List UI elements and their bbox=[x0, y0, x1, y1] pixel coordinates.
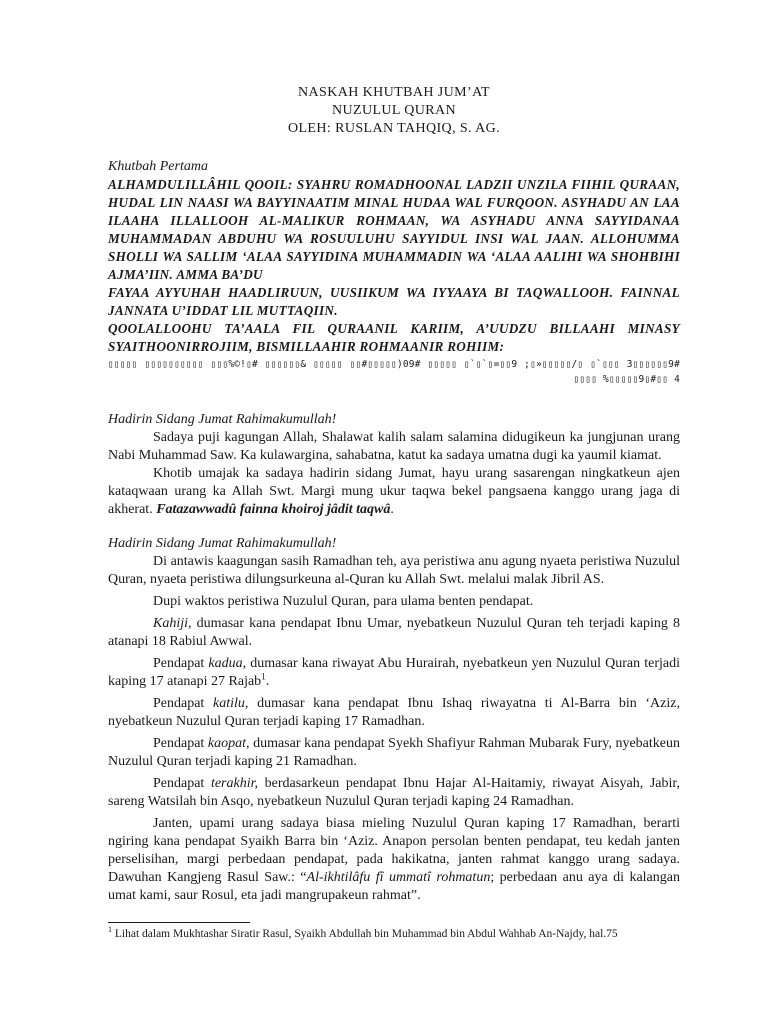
paragraph-conclusion: Janten, upami urang sadaya biasa mieling Nuzulul Quran kaping 17 Ramadhan, berarti ngiring kana pendapat Syaikh Barra bin ‘Aziz. Anapon persolan benten pendapat, teu kedah janten perselisihan, margi perbedaan pendapat, pada hakikatna, janten rahmat kanggo urang sadaya. Dawuhan Kangjeng Rasul Saw.: “Al-ikhtilâfu fî ummatî rohmatun; perbedaan anu aya di kalangan umat kami, saur Rosul, eta jadi mangrupakeun rahmat”. bbox=[108, 816, 680, 903]
quran-introduction: QOOLALLOOHU TA’AALA FIL QURAANIL KARIIM, A’UUDZU BILLAAHI MINASY SYAITHOONIRROJIIM, BISMILLAAHIR ROHMAANIR ROHIIM: bbox=[108, 321, 680, 354]
paragraph-praise: Sadaya puji kagungan Allah, Shalawat kalih salam salamina didugikeun ka jungjunan urang Nabi Muhammad Saw. Ka kulawargina, sahabatna, katut ka sadaya umatna dugi ka yaumil kiamat. bbox=[108, 430, 680, 463]
hadith-quote: Al-ikhtilâfu fî ummatî rohmatun bbox=[306, 870, 491, 885]
document-title: NASKAH KHUTBAH JUM’AT bbox=[298, 85, 490, 100]
paragraph-opinion-5: Pendapat terakhir, berdasarkeun pendapat Ibnu Hajar Al-Haitamiy, riwayat Aisyah, Jabir, sareng Watsilah bin Asqo, nyebatkeun Nuzulul Quran terjadi kaping 24 Ramadhan. bbox=[108, 776, 680, 809]
section-heading-2: Hadirin Sidang Jumat Rahimakumullah! bbox=[108, 536, 337, 551]
arabic-verse-glyphs: ▯▯▯▯▯ ▯▯▯▯▯▯▯▯▯▯ ▯▯▯%©!▯# ▯▯▯▯▯▯& ▯▯▯▯▯ ▯▯#▯▯▯▯▯)09# ▯▯▯▯▯ ▯`▯`▯=▯▯9 ;▯»▯▯▯▯▯/▯ ▯`▯▯▯ 3▯▯▯▯▯▯9# ▯▯▯▯ %▯▯▯▯▯9▯#▯▯ 4 bbox=[108, 359, 680, 385]
paragraph-taqwa-text: Khotib umajak ka sadaya hadirin sidang Jumat, hayu urang sasarengan ningkatkeun ajen kataqwaan urang ka Allah Swt. Margi mung ukur taqwa bekel pangsaena kanggo urang jaga di akherat. bbox=[108, 466, 680, 517]
taqwa-quote: Fatazawwadû fainna khoiroj jâdit taqwâ bbox=[156, 502, 391, 517]
title-block bbox=[108, 84, 680, 138]
section-heading-1: Hadirin Sidang Jumat Rahimakumullah! bbox=[108, 412, 337, 427]
footnote-separator bbox=[108, 922, 250, 923]
paragraph-opinion-3: Pendapat katilu, dumasar kana pendapat Ibnu Ishaq riwayatna ti Al-Barra bin ‘Aziz, nyebatkeun Nuzulul Quran terjadi kaping 17 Ramadhan. bbox=[108, 696, 680, 729]
document-page bbox=[108, 84, 680, 905]
document-subtitle: NUZULUL QURAN bbox=[331, 103, 457, 118]
paragraph-opinion-1: Kahiji, dumasar kana pendapat Ibnu Umar, nyebatkeun Nuzulul Quran teh terjadi kaping 8 atanapi 18 Rabiul Awwal. bbox=[108, 616, 680, 649]
opening-praise: ALHAMDULILLÂHIL QOOIL: SYAHRU ROMADHOONAL LADZII UNZILA FIIHIL QURAAN, HUDAL LIN NAASI WA BAYYINAATIM MINAL HUDAA WAL FURQOON. ASYHADU AN LAA ILAAHA ILLALLOOH AL-MALIKUR ROHMAAN, WA ASYHADU ANNA SAYYIDANAA MUHAMMADAN ABDUHU WA ROSUULUHU SAYYIDUL INSI WAL JAAN. ALLOHUMMA SHOLLI WA SALLIM ‘ALAA SAYYIDINA MUHAMMADIN WA ‘ALAA AALIHI WA SHOHBIHI AJMA’IIN. AMMA BA’DU bbox=[108, 177, 680, 282]
document-author: OLEH: RUSLAN TAHQIQ, S. AG. bbox=[287, 121, 501, 136]
taqwa-exhortation: FAYAA AYYUHAH HAADLIRUUN, UUSIIKUM WA IYYAAYA BI TAQWALLOOH. FAINNAL JANNATA U’IDDAT LIL MUTTAQIIN. bbox=[108, 285, 680, 318]
khutbah-heading: Khutbah Pertama bbox=[108, 159, 208, 174]
paragraph-opinion-4: Pendapat kaopat, dumasar kana pendapat Syekh Shafiyur Rahman Mubarak Fury, nyebatkeun Nuzulul Quran terjadi kaping 21 Ramadhan. bbox=[108, 736, 680, 769]
footnote-text: Lihat dalam Mukhtashar Siratir Rasul, Syaikh Abdullah bin Muhammad bin Abdul Wahhab An-Najdy, hal.75 bbox=[112, 928, 618, 940]
paragraph-opinion-2: Pendapat kadua, dumasar kana riwayat Abu Hurairah, nyebatkeun yen Nuzulul Quran terjadi kaping 17 atanapi 27 Rajab$^1$. bbox=[108, 656, 680, 689]
footnote-reference[interactable]: 1 bbox=[261, 671, 266, 682]
paragraph-taqwa: Khotib umajak ka sadaya hadirin sidang Jumat, hayu urang sasarengan ningkatkeun ajen kataqwaan urang ka Allah Swt. Margi mung ukur taqwa bekel pangsaena kanggo urang jaga di akherat. Fatazawwadû fainna khoiroj jâdit taqwâ. bbox=[108, 466, 680, 517]
footnote-marker: 1 bbox=[108, 925, 112, 935]
paragraph-ulama-differ: Dupi waktos peristiwa Nuzulul Quran, para ulama benten pendapat. bbox=[153, 594, 534, 609]
paragraph-nuzulul-quran: Di antawis kaagungan sasih Ramadhan teh, aya peristiwa anu agung nyaeta peristiwa Nuzulul Quran, nyaeta peristiwa dilungsurkeuna al-Quran ku Allah Swt. melalui malak Jibril AS. bbox=[108, 554, 680, 587]
footnote bbox=[108, 927, 668, 942]
